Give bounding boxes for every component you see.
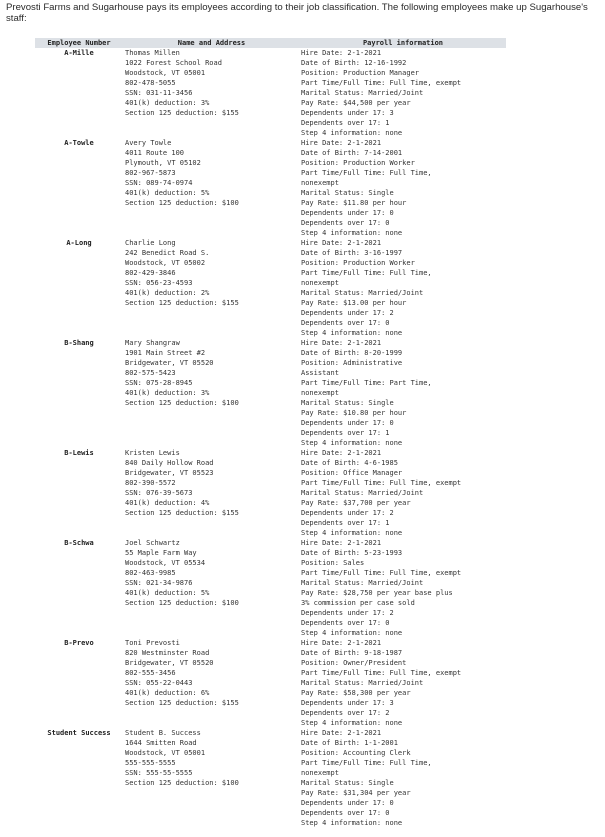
name-address-line: 802-390-5572 [125, 479, 176, 487]
name-address-line: Section 125 deduction: $155 [125, 699, 239, 707]
payroll-info-line: Step 4 information: none [301, 129, 403, 137]
payroll-info-line: Step 4 information: none [301, 629, 403, 637]
name-address-line: Section 125 deduction: $155 [125, 109, 239, 117]
name-address-line: Thomas Millen [125, 49, 180, 57]
name-address-line: 1901 Main Street #2 [125, 349, 206, 357]
payroll-info-line: Part Time/Full Time: Part Time, [301, 379, 432, 387]
name-address-line: 802-555-3456 [125, 669, 176, 677]
name-address-line: 401(k) deduction: 3% [125, 389, 210, 397]
name-address-line: Toni Prevosti [125, 639, 180, 647]
name-address-line: 555-555-5555 [125, 759, 176, 767]
table-row [35, 338, 506, 448]
payroll-info-line: Date of Birth: 9-18-1987 [301, 649, 403, 657]
name-address-line: 840 Daily Hollow Road [125, 459, 214, 467]
payroll-info-line: Step 4 information: none [301, 819, 403, 827]
name-address-line: 401(k) deduction: 5% [125, 189, 210, 197]
employee-number: A-Mille [64, 49, 94, 57]
header-employee-number: Employee Number [47, 39, 111, 47]
payroll-info-line: Position: Office Manager [301, 469, 403, 477]
payroll-info-line: Position: Owner/President [301, 659, 407, 667]
payroll-info-line: Date of Birth: 7-14-2001 [301, 149, 403, 157]
payroll-info-line: Assistant [301, 369, 339, 377]
payroll-info-line: Pay Rate: $10.80 per hour [301, 409, 407, 417]
name-address-cell [123, 238, 300, 338]
name-address-line: Charlie Long [125, 239, 176, 247]
payroll-info-line: Pay Rate: $44,500 per year [301, 99, 411, 107]
payroll-info-line: Position: Accounting Clerk [301, 749, 411, 757]
name-address-cell [123, 48, 300, 138]
name-address-cell [123, 638, 300, 728]
payroll-info-line: Pay Rate: $11.80 per hour [301, 199, 407, 207]
table-row [35, 638, 506, 728]
payroll-info-line: Dependents over 17: 1 [301, 429, 390, 437]
payroll-info-line: Dependents under 17: 2 [301, 609, 394, 617]
payroll-info-cell [300, 728, 506, 828]
payroll-info-line: Step 4 information: none [301, 719, 403, 727]
name-address-line: Section 125 deduction: $100 [125, 199, 239, 207]
employee-number: B-Schwa [64, 539, 94, 547]
payroll-info-line: Dependents over 17: 0 [301, 319, 390, 327]
name-address-cell [123, 338, 300, 448]
name-address-line: Woodstock, VT 05001 [125, 749, 206, 757]
employee-number: B-Lewis [64, 449, 94, 457]
name-address-line: SSN: 555-55-5555 [125, 769, 193, 777]
payroll-info-line: Hire Date: 2-1-2021 [301, 449, 382, 457]
payroll-info-line: Part Time/Full Time: Full Time, exempt [301, 79, 462, 87]
payroll-info-line: Part Time/Full Time: Full Time, exempt [301, 669, 462, 677]
name-address-cell [123, 448, 300, 538]
payroll-info-line: Dependents under 17: 0 [301, 209, 394, 217]
name-address-line: Plymouth, VT 05102 [125, 159, 201, 167]
name-address-line: 1022 Forest School Road [125, 59, 222, 67]
name-address-line: 55 Maple Farm Way [125, 549, 197, 557]
name-address-line: 802-967-5873 [125, 169, 176, 177]
intro-text: Prevosti Farms and Sugarhouse pays its employees according to their job classification. The following employees make up Sugarhouse's staff: [6, 2, 588, 24]
name-address-line: Mary Shangraw [125, 339, 180, 347]
payroll-info-cell [300, 138, 506, 238]
table-row [35, 728, 506, 828]
name-address-line: Bridgewater, VT 05520 [125, 359, 214, 367]
employee-number: Student Success [47, 729, 111, 737]
payroll-info-line: Position: Production Worker [301, 159, 415, 167]
payroll-info-line: Part Time/Full Time: Full Time, [301, 269, 432, 277]
table-row [35, 538, 506, 638]
payroll-info-line: Position: Sales [301, 559, 365, 567]
payroll-info-line: 3% commission per case sold [301, 599, 415, 607]
payroll-info-line: Position: Production Manager [301, 69, 420, 77]
payroll-info-line: Dependents over 17: 0 [301, 619, 390, 627]
payroll-info-line: Dependents under 17: 3 [301, 109, 394, 117]
payroll-info-line: Part Time/Full Time: Full Time, exempt [301, 479, 462, 487]
payroll-info-line: Position: Administrative [301, 359, 403, 367]
payroll-info-line: nonexempt [301, 769, 339, 777]
name-address-line: 1644 Smitten Road [125, 739, 197, 747]
name-address-cell [123, 538, 300, 638]
payroll-info-line: Marital Status: Single [301, 189, 394, 197]
payroll-info-line: Step 4 information: none [301, 529, 403, 537]
payroll-info-line: Marital Status: Married/Joint [301, 89, 424, 97]
payroll-info-line: Dependents over 17: 0 [301, 219, 390, 227]
name-address-line: Section 125 deduction: $100 [125, 779, 239, 787]
table-header [35, 38, 506, 48]
payroll-info-line: Position: Production Worker [301, 259, 415, 267]
header-name-address: Name and Address [177, 39, 246, 47]
payroll-info-line: Dependents over 17: 1 [301, 519, 390, 527]
payroll-info-line: nonexempt [301, 389, 339, 397]
name-address-line: 802-478-5055 [125, 79, 176, 87]
name-address-line: Woodstock, VT 05001 [125, 69, 206, 77]
payroll-info-line: Part Time/Full Time: Full Time, [301, 169, 432, 177]
payroll-info-line: Date of Birth: 12-16-1992 [301, 59, 407, 67]
name-address-line: 401(k) deduction: 3% [125, 99, 210, 107]
name-address-line: SSN: 031-11-3456 [125, 89, 193, 97]
name-address-line: Avery Towle [125, 139, 172, 147]
payroll-info-line: Hire Date: 2-1-2021 [301, 339, 382, 347]
table-row [35, 48, 506, 138]
payroll-info-line: Part Time/Full Time: Full Time, exempt [301, 569, 462, 577]
payroll-info-line: Hire Date: 2-1-2021 [301, 139, 382, 147]
name-address-line: SSN: 056-23-4593 [125, 279, 193, 287]
table-body [35, 48, 506, 828]
payroll-info-line: Hire Date: 2-1-2021 [301, 539, 382, 547]
payroll-info-line: Pay Rate: $28,750 per year base plus [301, 589, 453, 597]
payroll-info-line: Dependents over 17: 2 [301, 709, 390, 717]
name-address-line: Bridgewater, VT 05523 [125, 469, 214, 477]
name-address-line: Kristen Lewis [125, 449, 180, 457]
payroll-info-cell [300, 238, 506, 338]
name-address-line: Student B. Success [125, 729, 201, 737]
payroll-info-line: Step 4 information: none [301, 439, 403, 447]
name-address-line: 802-463-9985 [125, 569, 176, 577]
table-row [35, 138, 506, 238]
name-address-line: 401(k) deduction: 2% [125, 289, 210, 297]
payroll-info-line: Date of Birth: 4-6-1985 [301, 459, 398, 467]
payroll-info-line: Marital Status: Married/Joint [301, 289, 424, 297]
payroll-info-cell [300, 538, 506, 638]
name-address-line: 401(k) deduction: 4% [125, 499, 210, 507]
employee-table [35, 38, 506, 828]
header-payroll-info: Payroll information [362, 39, 444, 47]
payroll-info-line: Step 4 information: none [301, 229, 403, 237]
name-address-cell [123, 728, 300, 828]
name-address-line: 401(k) deduction: 5% [125, 589, 210, 597]
employee-number: B-Prevo [64, 639, 94, 647]
employee-number: B-Shang [64, 339, 94, 347]
table-row [35, 238, 506, 338]
employee-number: A-Long [66, 239, 92, 247]
name-address-line: SSN: 089-74-0974 [125, 179, 193, 187]
payroll-info-line: Dependents under 17: 2 [301, 509, 394, 517]
payroll-info-line: Pay Rate: $31,304 per year [301, 789, 411, 797]
name-address-line: Section 125 deduction: $100 [125, 399, 239, 407]
name-address-line: 820 Westminster Road [125, 649, 210, 657]
name-address-line: SSN: 076-39-5673 [125, 489, 193, 497]
payroll-info-line: Step 4 information: none [301, 329, 403, 337]
name-address-cell [123, 138, 300, 238]
payroll-info-line: Dependents under 17: 0 [301, 419, 394, 427]
payroll-info-line: Hire Date: 2-1-2021 [301, 729, 382, 737]
payroll-info-line: Dependents under 17: 0 [301, 799, 394, 807]
name-address-line: Section 125 deduction: $155 [125, 299, 239, 307]
payroll-info-line: Marital Status: Married/Joint [301, 489, 424, 497]
name-address-line: Joel Schwartz [125, 539, 180, 547]
name-address-line: Woodstock, VT 05534 [125, 559, 206, 567]
payroll-info-line: Date of Birth: 8-20-1999 [301, 349, 403, 357]
payroll-info-line: Part Time/Full Time: Full Time, [301, 759, 432, 767]
name-address-line: Bridgewater, VT 05520 [125, 659, 214, 667]
payroll-info-line: Date of Birth: 1-1-2001 [301, 739, 398, 747]
payroll-info-line: nonexempt [301, 279, 339, 287]
name-address-line: SSN: 075-28-8945 [125, 379, 193, 387]
payroll-info-line: Hire Date: 2-1-2021 [301, 639, 382, 647]
payroll-info-line: Pay Rate: $58,300 per year [301, 689, 411, 697]
name-address-line: 802-575-5423 [125, 369, 176, 377]
name-address-line: Woodstock, VT 05002 [125, 259, 206, 267]
payroll-info-cell [300, 48, 506, 138]
employee-number: A-Towle [64, 139, 94, 147]
payroll-info-line: Marital Status: Married/Joint [301, 579, 424, 587]
payroll-info-line: Date of Birth: 5-23-1993 [301, 549, 403, 557]
payroll-info-line: Dependents over 17: 0 [301, 809, 390, 817]
name-address-line: SSN: 055-22-0443 [125, 679, 193, 687]
payroll-info-line: Dependents under 17: 3 [301, 699, 394, 707]
name-address-line: SSN: 021-34-9876 [125, 579, 193, 587]
payroll-info-line: Date of Birth: 3-16-1997 [301, 249, 403, 257]
name-address-line: Section 125 deduction: $155 [125, 509, 239, 517]
payroll-info-line: Marital Status: Single [301, 779, 394, 787]
name-address-line: 401(k) deduction: 6% [125, 689, 210, 697]
payroll-info-cell [300, 338, 506, 448]
payroll-info-line: nonexempt [301, 179, 339, 187]
payroll-info-line: Dependents over 17: 1 [301, 119, 390, 127]
name-address-line: 242 Benedict Road S. [125, 249, 210, 257]
payroll-info-line: Hire Date: 2-1-2021 [301, 239, 382, 247]
payroll-info-cell [300, 448, 506, 538]
payroll-info-line: Pay Rate: $37,700 per year [301, 499, 411, 507]
payroll-info-line: Marital Status: Single [301, 399, 394, 407]
payroll-info-line: Marital Status: Married/Joint [301, 679, 424, 687]
name-address-line: Section 125 deduction: $100 [125, 599, 239, 607]
name-address-line: 4011 Route 100 [125, 149, 185, 157]
payroll-info-line: Pay Rate: $13.00 per hour [301, 299, 407, 307]
payroll-info-line: Hire Date: 2-1-2021 [301, 49, 382, 57]
payroll-info-line: Dependents under 17: 2 [301, 309, 394, 317]
name-address-line: 802-429-3846 [125, 269, 176, 277]
payroll-info-cell [300, 638, 506, 728]
table-row [35, 448, 506, 538]
